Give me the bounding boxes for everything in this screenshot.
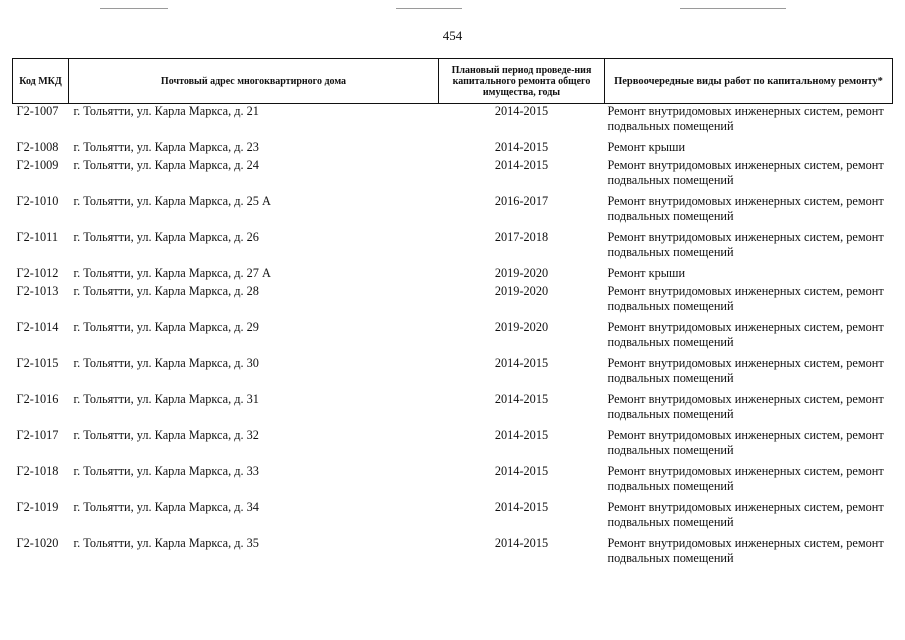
cell-address: г. Тольятти, ул. Карла Маркса, д. 27 А bbox=[73, 266, 271, 280]
table-row bbox=[13, 320, 893, 356]
cell-period: 2014-2015 bbox=[494, 140, 549, 154]
cell-address: г. Тольятти, ул. Карла Маркса, д. 23 bbox=[73, 140, 259, 154]
cell-period: 2014-2015 bbox=[494, 104, 549, 118]
cell-code: Г2-1015 bbox=[16, 356, 59, 370]
cell-period: 2014-2015 bbox=[494, 428, 549, 442]
table-row bbox=[13, 356, 893, 392]
cell-period: 2019-2020 bbox=[494, 284, 549, 298]
cell-code: Г2-1017 bbox=[16, 428, 59, 442]
table-row bbox=[13, 284, 893, 320]
cell-works: Ремонт внутридомовых инженерных систем, ремонт подвальных помещений bbox=[607, 428, 884, 457]
table-row bbox=[13, 500, 893, 536]
cell-address: г. Тольятти, ул. Карла Маркса, д. 33 bbox=[73, 464, 259, 478]
cell-period: 2019-2020 bbox=[494, 266, 549, 280]
header-works: Первоочередные виды работ по капитальному ремонту* bbox=[605, 59, 893, 104]
table-row bbox=[13, 536, 893, 572]
cell-code: Г2-1020 bbox=[16, 536, 59, 550]
table-row bbox=[13, 392, 893, 428]
cell-address: г. Тольятти, ул. Карла Маркса, д. 30 bbox=[73, 356, 259, 370]
cell-works: Ремонт крыши bbox=[607, 266, 686, 280]
cell-code: Г2-1007 bbox=[16, 104, 59, 118]
cell-address: г. Тольятти, ул. Карла Маркса, д. 29 bbox=[73, 320, 259, 334]
header-code: Код МКД bbox=[13, 59, 69, 104]
capital-repair-table-container bbox=[12, 58, 892, 572]
table-row bbox=[13, 266, 893, 284]
cell-code: Г2-1013 bbox=[16, 284, 59, 298]
cell-period: 2016-2017 bbox=[494, 194, 549, 208]
cell-code: Г2-1011 bbox=[16, 230, 58, 244]
scan-artifact-marks bbox=[0, 8, 905, 12]
cell-address: г. Тольятти, ул. Карла Маркса, д. 24 bbox=[73, 158, 259, 172]
cell-works: Ремонт внутридомовых инженерных систем, ремонт подвальных помещений bbox=[607, 320, 884, 349]
cell-works: Ремонт внутридомовых инженерных систем, ремонт подвальных помещений bbox=[607, 230, 884, 259]
cell-period: 2014-2015 bbox=[494, 500, 549, 514]
cell-works: Ремонт внутридомовых инженерных систем, ремонт подвальных помещений bbox=[607, 194, 884, 223]
cell-period: 2019-2020 bbox=[494, 320, 549, 334]
cell-code: Г2-1008 bbox=[16, 140, 59, 154]
table-header-row bbox=[13, 59, 893, 104]
cell-works: Ремонт внутридомовых инженерных систем, ремонт подвальных помещений bbox=[607, 284, 884, 313]
table-row bbox=[13, 140, 893, 158]
cell-period: 2014-2015 bbox=[494, 536, 549, 550]
header-period: Плановый период проведе-ния капитального ремонта общего имущества, годы bbox=[439, 59, 605, 104]
cell-works: Ремонт внутридомовых инженерных систем, ремонт подвальных помещений bbox=[607, 500, 884, 529]
table-body bbox=[13, 104, 893, 573]
cell-address: г. Тольятти, ул. Карла Маркса, д. 21 bbox=[73, 104, 259, 118]
cell-works: Ремонт внутридомовых инженерных систем, ремонт подвальных помещений bbox=[607, 104, 884, 133]
table-row bbox=[13, 104, 893, 141]
cell-works: Ремонт крыши bbox=[607, 140, 686, 154]
cell-address: г. Тольятти, ул. Карла Маркса, д. 35 bbox=[73, 536, 259, 550]
cell-works: Ремонт внутридомовых инженерных систем, ремонт подвальных помещений bbox=[607, 158, 884, 187]
cell-code: Г2-1010 bbox=[16, 194, 59, 208]
cell-code: Г2-1012 bbox=[16, 266, 59, 280]
cell-address: г. Тольятти, ул. Карла Маркса, д. 25 А bbox=[73, 194, 271, 208]
table-row bbox=[13, 464, 893, 500]
cell-period: 2014-2015 bbox=[494, 356, 549, 370]
table-row bbox=[13, 158, 893, 194]
cell-period: 2014-2015 bbox=[494, 464, 549, 478]
capital-repair-table bbox=[12, 58, 893, 572]
cell-code: Г2-1018 bbox=[16, 464, 59, 478]
cell-address: г. Тольятти, ул. Карла Маркса, д. 34 bbox=[73, 500, 259, 514]
cell-code: Г2-1019 bbox=[16, 500, 59, 514]
table-row bbox=[13, 230, 893, 266]
cell-code: Г2-1014 bbox=[16, 320, 59, 334]
cell-code: Г2-1016 bbox=[16, 392, 59, 406]
cell-address: г. Тольятти, ул. Карла Маркса, д. 32 bbox=[73, 428, 259, 442]
table-row bbox=[13, 194, 893, 230]
page-number: 454 bbox=[442, 28, 463, 43]
cell-works: Ремонт внутридомовых инженерных систем, ремонт подвальных помещений bbox=[607, 464, 884, 493]
table-row bbox=[13, 428, 893, 464]
cell-code: Г2-1009 bbox=[16, 158, 59, 172]
header-address: Почтовый адрес многоквартирного дома bbox=[69, 59, 439, 104]
cell-address: г. Тольятти, ул. Карла Маркса, д. 31 bbox=[73, 392, 259, 406]
cell-works: Ремонт внутридомовых инженерных систем, ремонт подвальных помещений bbox=[607, 536, 884, 565]
cell-works: Ремонт внутридомовых инженерных систем, ремонт подвальных помещений bbox=[607, 356, 884, 385]
cell-works: Ремонт внутридомовых инженерных систем, ремонт подвальных помещений bbox=[607, 392, 884, 421]
cell-address: г. Тольятти, ул. Карла Маркса, д. 26 bbox=[73, 230, 259, 244]
cell-period: 2014-2015 bbox=[494, 158, 549, 172]
cell-period: 2017-2018 bbox=[494, 230, 549, 244]
cell-address: г. Тольятти, ул. Карла Маркса, д. 28 bbox=[73, 284, 259, 298]
cell-period: 2014-2015 bbox=[494, 392, 549, 406]
